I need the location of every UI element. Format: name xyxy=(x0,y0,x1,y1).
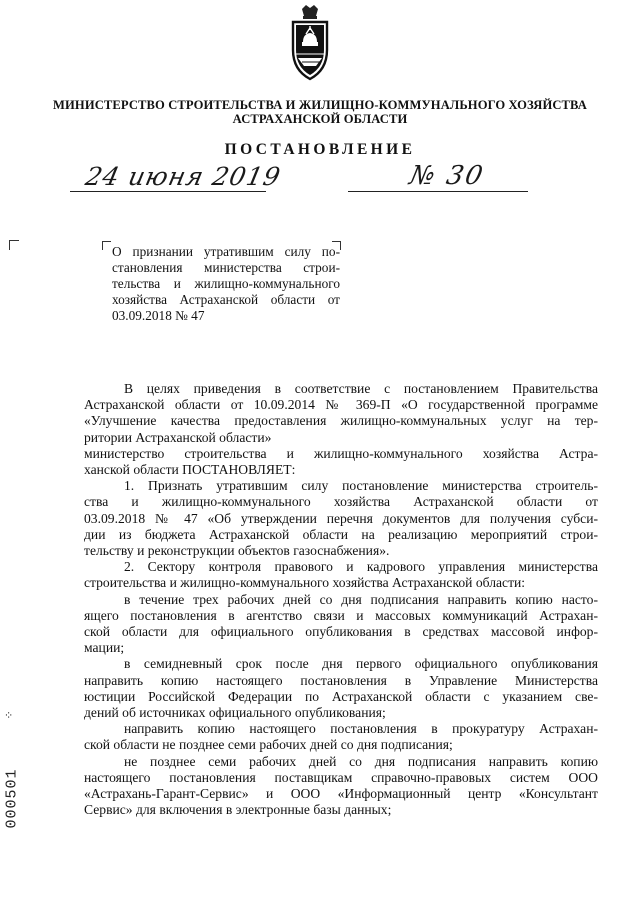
body-line: в семидневный срок после дня первого официального опубликования xyxy=(124,656,598,672)
date-underline xyxy=(70,191,266,192)
body-line: мации; xyxy=(84,640,125,656)
body-line: 1. Признать утратившим силу постановление министерства строитель- xyxy=(124,478,598,494)
subject-line: тельства и жилищно-коммунального xyxy=(112,276,340,291)
body-line: ритории Астраханской области» xyxy=(84,429,272,445)
body-line: «Астрахань-Гарант-Сервис» и ООО «Информационный центр «Консультант xyxy=(84,786,598,802)
body-line: 03.09.2018 № 47 «Об утверждении перечня документов для получения субси- xyxy=(84,510,598,526)
body-line: настоящего постановления поставщикам справочно-правовых систем ООО xyxy=(84,769,598,785)
subject-block xyxy=(112,244,340,324)
body-line: дии из бюджета Астраханской области на реализацию мероприятий строи- xyxy=(84,526,598,542)
body-line: «Улучшение качества предоставления жилищно-коммунальных услуг на тер- xyxy=(84,413,598,429)
body-line: В целях приведения в соответствие с постановлением Правительства xyxy=(124,381,598,396)
body-line: ящего постановления в агентство связи и массовых коммуникаций Астрахан- xyxy=(84,607,598,623)
body-line: Астраханской области от 10.09.2014 № 369-П «О государственной программе xyxy=(84,397,598,413)
ministry-name-line2: АСТРАХАНСКОЙ ОБЛАСТИ xyxy=(232,112,408,126)
coat-of-arms-icon xyxy=(286,4,334,82)
body-line: 2. Сектору контроля правового и кадрового управления министерства xyxy=(124,559,598,575)
body-line: ской области для официального опубликования в средствах массовой инфор- xyxy=(84,624,598,640)
subject-line: становления министерства строи- xyxy=(112,260,340,275)
body-line: дений об источниках официального опубликования; xyxy=(84,705,386,721)
body-line: не позднее семи рабочих дней со дня подписания направить копию xyxy=(124,753,598,769)
subject-line: 03.09.2018 № 47 xyxy=(112,308,205,323)
document-type-title: ПОСТАНОВЛЕНИЕ xyxy=(224,141,416,158)
subject-line: хозяйства Астраханской области от xyxy=(112,292,340,307)
body-line: в течение трех рабочих дней со дня подписания направить копию насто- xyxy=(124,591,598,607)
number-underline xyxy=(348,191,528,192)
ministry-name-line1: МИНИСТЕРСТВО СТРОИТЕЛЬСТВА И ЖИЛИЩНО-КОММУНАЛЬНОГО ХОЗЯЙСТВА xyxy=(53,98,587,112)
stamp-dots: ⁘ xyxy=(4,711,14,723)
body-line: направить копию настоящего постановления в прокуратуру Астрахан- xyxy=(124,721,598,737)
subject-corner-mark-left xyxy=(102,241,111,250)
handwritten-date: 24 июня 2019 xyxy=(82,162,284,191)
body-line: Сервис» для включения в электронные базы данных; xyxy=(84,802,392,818)
body-line: строительства и жилищно-коммунального хозяйства Астраханской области: xyxy=(84,575,526,591)
subject-line: О признании утратившим силу по- xyxy=(112,244,340,259)
left-margin-corner-mark xyxy=(9,240,19,250)
resolution-body xyxy=(84,381,598,818)
body-line: ской области не позднее семи рабочих дней со дня подписания; xyxy=(84,737,453,753)
body-line: направить копию настоящего постановления в Управление Министерства xyxy=(84,672,598,688)
archive-number: 000501 xyxy=(3,768,21,829)
body-line: тельству и реконструкции объектов газоснабжения». xyxy=(84,543,390,559)
body-line: министерство строительства и жилищно-коммунального хозяйства Астра- xyxy=(84,445,598,461)
archive-stamp xyxy=(2,711,21,862)
body-line: юстиции Российской Федерации по Астраханской области с указанием све- xyxy=(84,688,598,704)
body-line: ханской области ПОСТАНОВЛЯЕТ: xyxy=(84,462,296,478)
body-line: ства и жилищно-коммунального хозяйства Астраханской области от xyxy=(84,494,598,510)
handwritten-number: № 30 xyxy=(406,161,488,191)
